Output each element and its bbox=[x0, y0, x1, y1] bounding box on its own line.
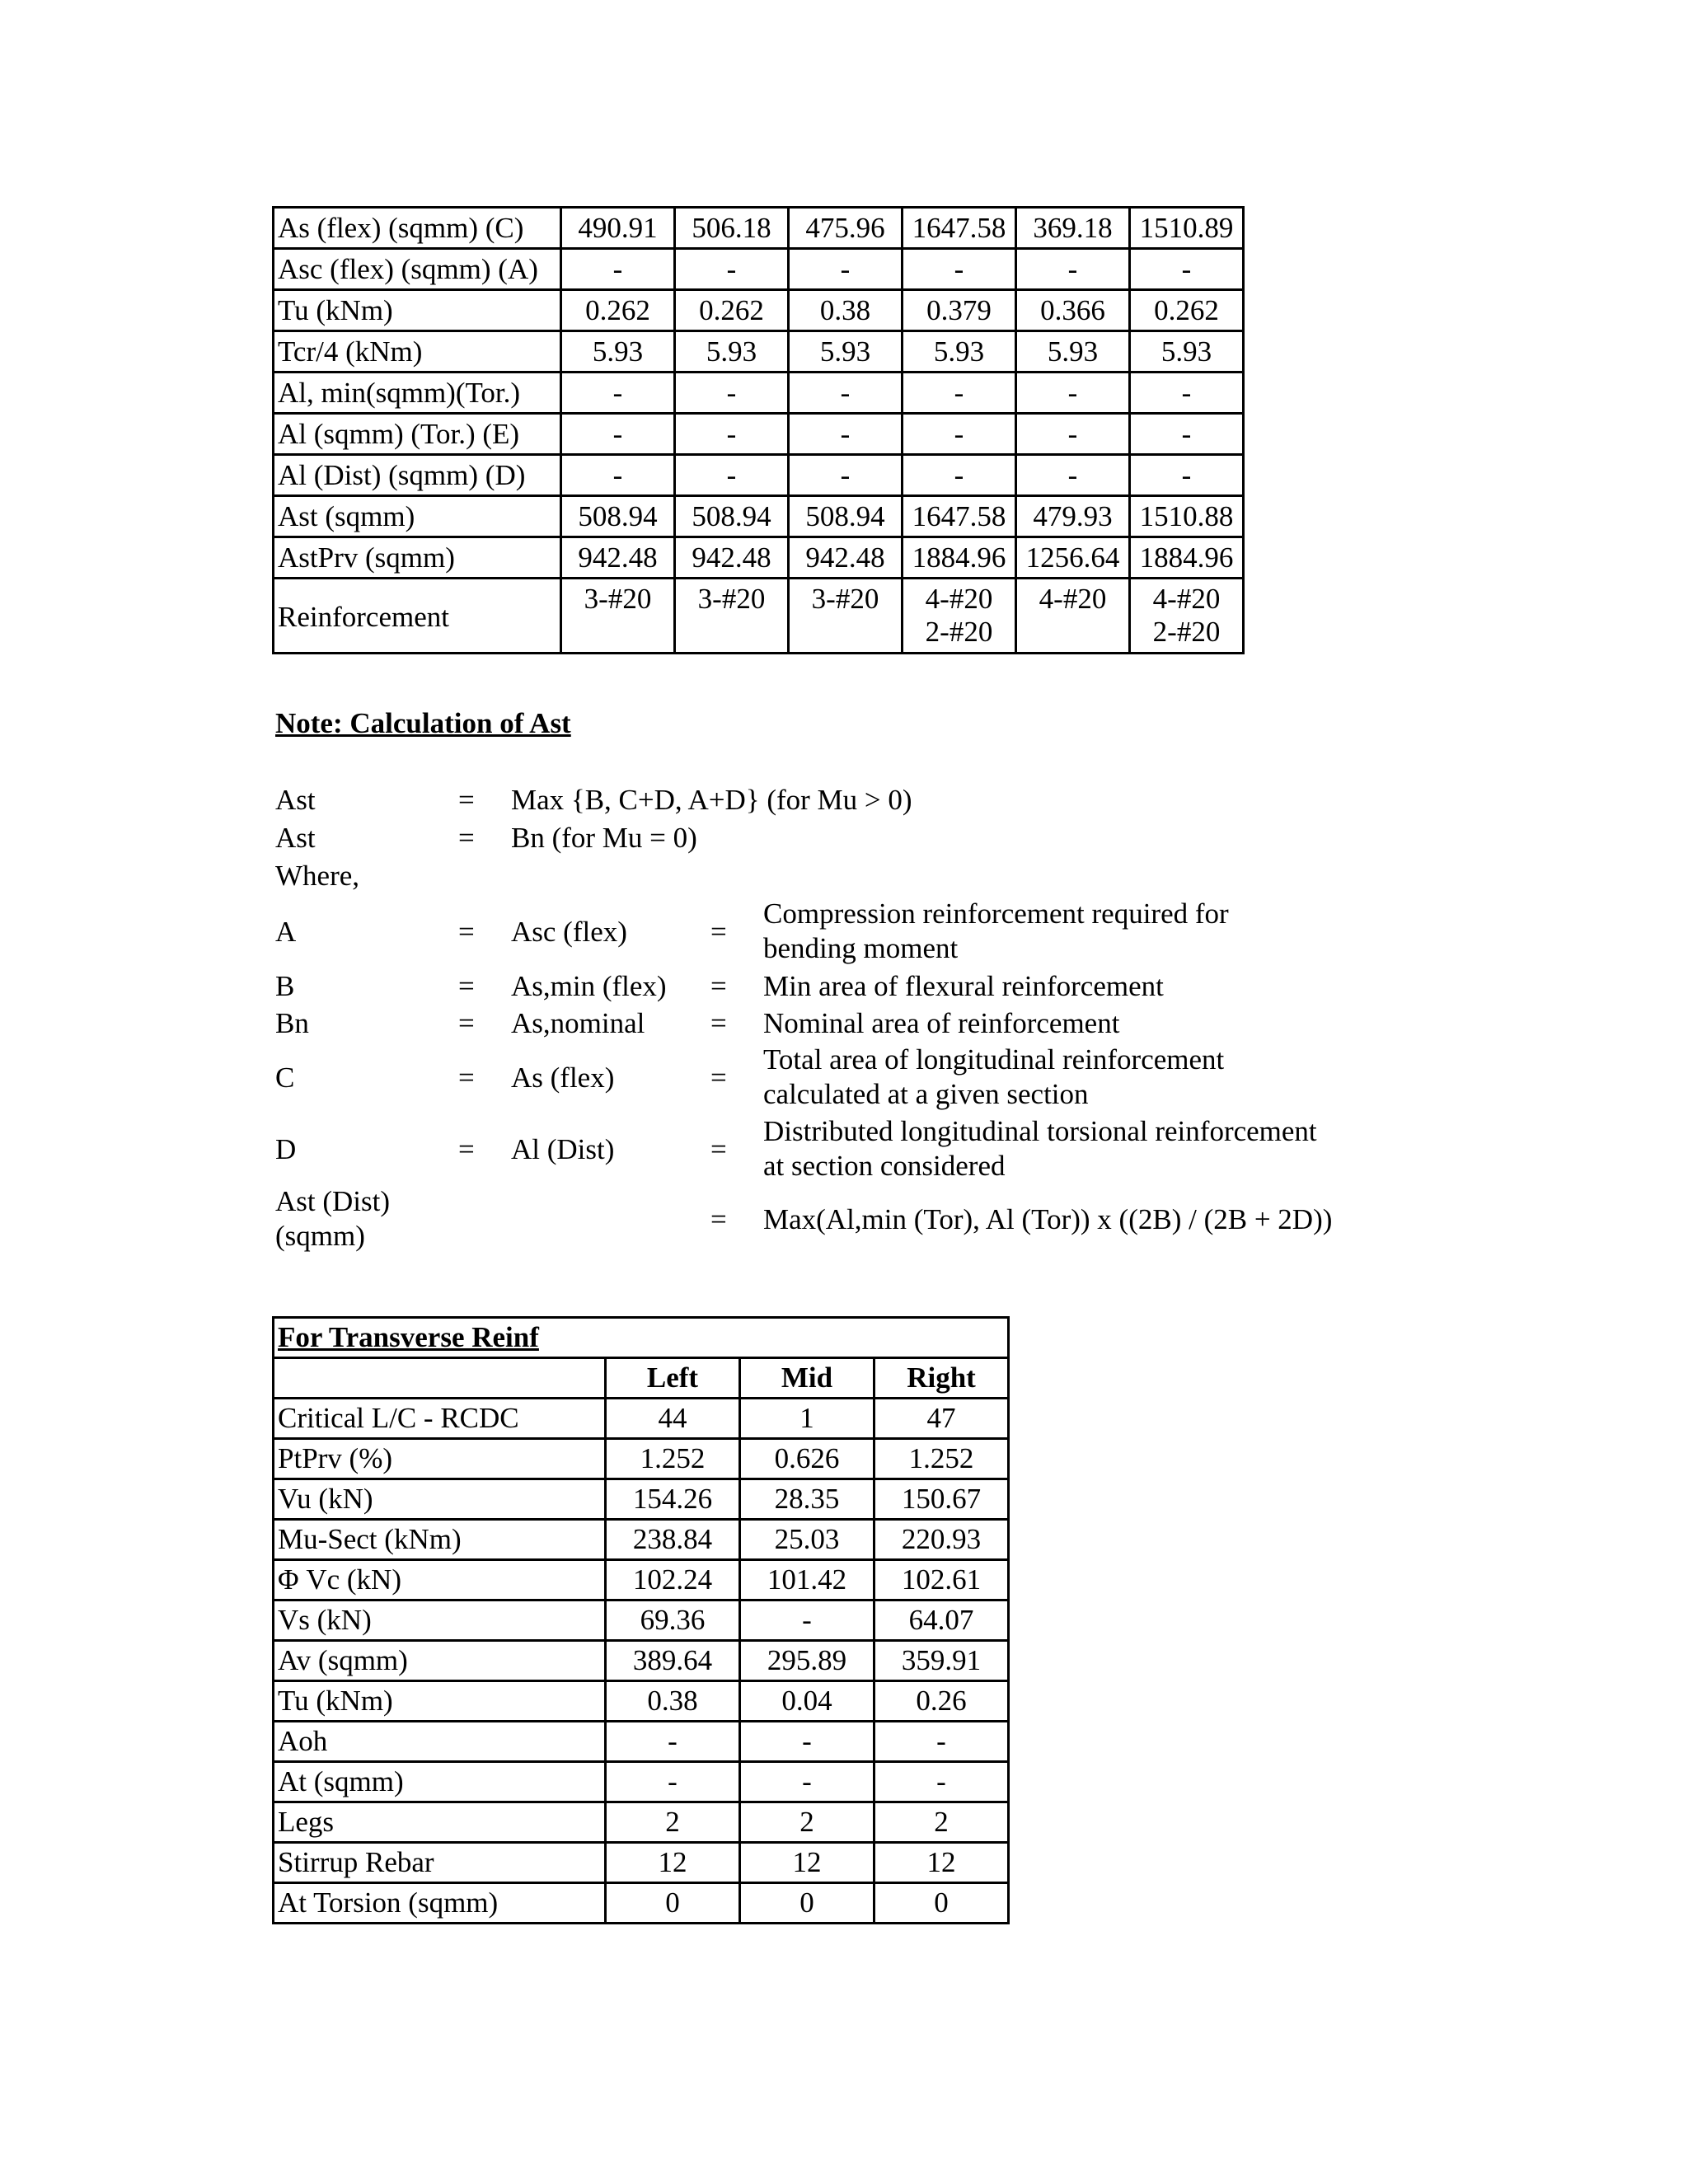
table-cell: 942.48 bbox=[789, 537, 903, 579]
table-cell: - bbox=[1130, 373, 1244, 414]
table-cell: 12 bbox=[606, 1843, 740, 1883]
table-cell: - bbox=[903, 414, 1016, 455]
reinforcement-cell bbox=[1016, 579, 1130, 654]
table-cell: 942.48 bbox=[675, 537, 789, 579]
table-cell: 5.93 bbox=[1130, 331, 1244, 373]
table-cell: - bbox=[561, 249, 675, 290]
table-cell: 150.67 bbox=[874, 1479, 1009, 1520]
table-cell: 0.379 bbox=[903, 290, 1016, 331]
row-label: Vu (kN) bbox=[274, 1479, 606, 1520]
table-cell: 64.07 bbox=[874, 1601, 1009, 1641]
rebar-spec: 3-#20 bbox=[697, 583, 766, 615]
table-cell: 508.94 bbox=[789, 496, 903, 537]
table-cell: 1884.96 bbox=[903, 537, 1016, 579]
def-desc-bn: Nominal area of reinforcement bbox=[763, 1007, 1120, 1039]
def-symbol-a: A bbox=[275, 916, 297, 948]
table-row bbox=[274, 1883, 1009, 1924]
row-label: Φ Vc (kN) bbox=[274, 1560, 606, 1601]
table-cell: - bbox=[606, 1722, 740, 1762]
reinforcement-cell bbox=[675, 579, 789, 654]
table-cell: 102.61 bbox=[874, 1560, 1009, 1601]
table-cell: 5.93 bbox=[789, 331, 903, 373]
def-term-a: Asc (flex) bbox=[511, 916, 627, 948]
def-desc-c-line1: Total area of longitudinal reinforcement bbox=[763, 1043, 1225, 1076]
table-cell: 0.262 bbox=[675, 290, 789, 331]
table-cell: 101.42 bbox=[740, 1560, 874, 1601]
table-row bbox=[274, 455, 1244, 496]
table-cell: 0.26 bbox=[874, 1681, 1009, 1722]
def-desc-a-line2: bending moment bbox=[763, 932, 959, 964]
table-row bbox=[274, 1762, 1009, 1802]
table-row bbox=[274, 208, 1244, 249]
row-label: Legs bbox=[274, 1802, 606, 1843]
rebar-spec: 2-#20 bbox=[1152, 616, 1221, 648]
row-label: Aoh bbox=[274, 1722, 606, 1762]
table-cell: - bbox=[561, 455, 675, 496]
def-desc-d-line2: at section considered bbox=[763, 1150, 1006, 1182]
table-cell: - bbox=[903, 373, 1016, 414]
table-cell: 1.252 bbox=[606, 1439, 740, 1479]
table-cell: - bbox=[675, 455, 789, 496]
def-desc-d-line1: Distributed longitudinal torsional reinforcement bbox=[763, 1115, 1317, 1147]
table-cell: 47 bbox=[874, 1399, 1009, 1439]
table-cell: - bbox=[1130, 455, 1244, 496]
table-cell: 1510.88 bbox=[1130, 496, 1244, 537]
row-label: Reinforcement bbox=[274, 579, 561, 654]
table-row bbox=[274, 1802, 1009, 1843]
table-row bbox=[274, 537, 1244, 579]
table-cell: - bbox=[675, 249, 789, 290]
rebar-spec: 3-#20 bbox=[584, 583, 652, 615]
table-cell: - bbox=[1130, 249, 1244, 290]
row-label: At Torsion (sqmm) bbox=[274, 1883, 606, 1924]
table-row bbox=[274, 496, 1244, 537]
table-cell: 1884.96 bbox=[1130, 537, 1244, 579]
table-cell: - bbox=[561, 373, 675, 414]
row-label: Al, min(sqmm)(Tor.) bbox=[274, 373, 561, 414]
flexural-table bbox=[272, 206, 1245, 654]
table-cell: 2 bbox=[740, 1802, 874, 1843]
row-label: As (flex) (sqmm) (C) bbox=[274, 208, 561, 249]
table-cell: 1510.89 bbox=[1130, 208, 1244, 249]
table-cell: 1647.58 bbox=[903, 496, 1016, 537]
table-cell: 508.94 bbox=[675, 496, 789, 537]
table-cell: 506.18 bbox=[675, 208, 789, 249]
table-cell: 0.626 bbox=[740, 1439, 874, 1479]
table-cell: 1647.58 bbox=[903, 208, 1016, 249]
table-cell: - bbox=[675, 373, 789, 414]
table-cell: 0.04 bbox=[740, 1681, 874, 1722]
table-row bbox=[274, 249, 1244, 290]
table-cell: - bbox=[789, 455, 903, 496]
table-cell: - bbox=[903, 249, 1016, 290]
ast-label: Ast bbox=[275, 784, 316, 816]
table-cell: 389.64 bbox=[606, 1641, 740, 1681]
table-cell: - bbox=[903, 455, 1016, 496]
table-cell: 508.94 bbox=[561, 496, 675, 537]
row-label: Vs (kN) bbox=[274, 1601, 606, 1641]
where-label: Where, bbox=[275, 860, 360, 892]
table-cell: 238.84 bbox=[606, 1520, 740, 1560]
table-cell: 69.36 bbox=[606, 1601, 740, 1641]
equals-sign: = bbox=[458, 1062, 475, 1094]
table-cell: 359.91 bbox=[874, 1641, 1009, 1681]
column-header: Mid bbox=[740, 1358, 874, 1399]
equals-sign: = bbox=[458, 1133, 475, 1165]
table-cell: 0.38 bbox=[789, 290, 903, 331]
def-term-bn: As,nominal bbox=[511, 1007, 645, 1039]
ast-dist-label-line2: (sqmm) bbox=[275, 1220, 365, 1252]
equals-sign: = bbox=[458, 1007, 475, 1039]
table-cell: 25.03 bbox=[740, 1520, 874, 1560]
table-cell: 0 bbox=[606, 1883, 740, 1924]
row-label: Asc (flex) (sqmm) (A) bbox=[274, 249, 561, 290]
table-row bbox=[274, 1843, 1009, 1883]
column-header: Right bbox=[874, 1358, 1009, 1399]
table-cell: 2 bbox=[606, 1802, 740, 1843]
table-row bbox=[274, 1641, 1009, 1681]
def-desc-b: Min area of flexural reinforcement bbox=[763, 970, 1164, 1002]
table-cell: - bbox=[740, 1601, 874, 1641]
table-cell: 942.48 bbox=[561, 537, 675, 579]
table-cell: 1 bbox=[740, 1399, 874, 1439]
rebar-spec: 2-#20 bbox=[925, 616, 993, 648]
row-label: PtPrv (%) bbox=[274, 1439, 606, 1479]
table-cell: 28.35 bbox=[740, 1479, 874, 1520]
table-cell: - bbox=[1016, 414, 1130, 455]
table-cell: 0.262 bbox=[1130, 290, 1244, 331]
table-cell: 1256.64 bbox=[1016, 537, 1130, 579]
table-cell: 102.24 bbox=[606, 1560, 740, 1601]
table-cell: - bbox=[874, 1762, 1009, 1802]
reinforcement-cell bbox=[903, 579, 1016, 654]
equals-sign: = bbox=[458, 970, 475, 1002]
table-cell: 2 bbox=[874, 1802, 1009, 1843]
def-symbol-c: C bbox=[275, 1062, 295, 1094]
table-cell: 5.93 bbox=[675, 331, 789, 373]
table-cell: 5.93 bbox=[1016, 331, 1130, 373]
equals-sign: = bbox=[710, 916, 727, 948]
table-cell: 475.96 bbox=[789, 208, 903, 249]
table-row bbox=[274, 1479, 1009, 1520]
table-cell: 0.366 bbox=[1016, 290, 1130, 331]
table-row bbox=[274, 1439, 1009, 1479]
row-label: Al (Dist) (sqmm) (D) bbox=[274, 455, 561, 496]
def-desc-c-line2: calculated at a given section bbox=[763, 1078, 1089, 1110]
equals-sign: = bbox=[710, 1203, 727, 1235]
table-cell: - bbox=[789, 414, 903, 455]
row-label: Stirrup Rebar bbox=[274, 1843, 606, 1883]
ast-formula-mu-zero: Bn (for Mu = 0) bbox=[511, 822, 697, 854]
equals-sign: = bbox=[710, 1007, 727, 1039]
table-row bbox=[274, 1722, 1009, 1762]
reinforcement-cell bbox=[789, 579, 903, 654]
table-cell: 154.26 bbox=[606, 1479, 740, 1520]
table-cell: - bbox=[1016, 249, 1130, 290]
table-row bbox=[274, 331, 1244, 373]
def-symbol-b: B bbox=[275, 970, 295, 1002]
table-cell: - bbox=[1016, 373, 1130, 414]
table-cell: 12 bbox=[874, 1843, 1009, 1883]
row-label: Critical L/C - RCDC bbox=[274, 1399, 606, 1439]
row-label: Tcr/4 (kNm) bbox=[274, 331, 561, 373]
table-row bbox=[274, 1601, 1009, 1641]
rebar-spec: 4-#20 bbox=[925, 583, 993, 615]
table-cell: 1.252 bbox=[874, 1439, 1009, 1479]
table-cell: - bbox=[1016, 455, 1130, 496]
table-cell: - bbox=[675, 414, 789, 455]
def-term-c: As (flex) bbox=[511, 1062, 615, 1094]
title-row bbox=[274, 1318, 1009, 1358]
row-label: Al (sqmm) (Tor.) (E) bbox=[274, 414, 561, 455]
rebar-spec: 4-#20 bbox=[1039, 583, 1107, 615]
table-cell: 0.38 bbox=[606, 1681, 740, 1722]
def-term-b: As,min (flex) bbox=[511, 970, 667, 1002]
equals-sign: = bbox=[710, 1133, 727, 1165]
table-cell: - bbox=[874, 1722, 1009, 1762]
table-cell: 0.262 bbox=[561, 290, 675, 331]
table-row bbox=[274, 1520, 1009, 1560]
table-cell: 44 bbox=[606, 1399, 740, 1439]
table-row bbox=[274, 290, 1244, 331]
header-row bbox=[274, 1358, 1009, 1399]
row-label: AstPrv (sqmm) bbox=[274, 537, 561, 579]
def-desc-a-line1: Compression reinforcement required for bbox=[763, 898, 1229, 930]
table-row bbox=[274, 373, 1244, 414]
table-cell: 5.93 bbox=[561, 331, 675, 373]
table-cell: 0 bbox=[874, 1883, 1009, 1924]
def-symbol-bn: Bn bbox=[275, 1007, 309, 1039]
ast-dist-formula: Max(Al,min (Tor), Al (Tor)) x ((2B) / (2B + 2D)) bbox=[763, 1203, 1333, 1235]
transverse-table bbox=[272, 1316, 1010, 1924]
ast-formula-mu-positive: Max {B, C+D, A+D} (for Mu > 0) bbox=[511, 784, 912, 816]
equals-sign: = bbox=[458, 822, 475, 854]
note-title: Note: Calculation of Ast bbox=[275, 707, 571, 739]
reinforcement-cell bbox=[1130, 579, 1244, 654]
table-cell: - bbox=[740, 1722, 874, 1762]
table-cell: - bbox=[561, 414, 675, 455]
table-cell: - bbox=[789, 373, 903, 414]
def-term-d: Al (Dist) bbox=[511, 1133, 615, 1165]
table-cell: 479.93 bbox=[1016, 496, 1130, 537]
column-header: Left bbox=[606, 1358, 740, 1399]
reinforcement-cell bbox=[561, 579, 675, 654]
table-row bbox=[274, 1560, 1009, 1601]
table-cell: - bbox=[740, 1762, 874, 1802]
equals-sign: = bbox=[710, 970, 727, 1002]
row-label: Mu-Sect (kNm) bbox=[274, 1520, 606, 1560]
table-cell: 220.93 bbox=[874, 1520, 1009, 1560]
rebar-spec: 3-#20 bbox=[811, 583, 879, 615]
row-label: Tu (kNm) bbox=[274, 1681, 606, 1722]
ast-label: Ast bbox=[275, 822, 316, 854]
table-cell: 12 bbox=[740, 1843, 874, 1883]
table-cell: 369.18 bbox=[1016, 208, 1130, 249]
table-row bbox=[274, 1681, 1009, 1722]
row-label: Tu (kNm) bbox=[274, 290, 561, 331]
row-label: At (sqmm) bbox=[274, 1762, 606, 1802]
ast-dist-label-line1: Ast (Dist) bbox=[275, 1185, 391, 1217]
table-cell: 5.93 bbox=[903, 331, 1016, 373]
reinforcement-row bbox=[274, 579, 1244, 654]
equals-sign: = bbox=[458, 784, 475, 816]
table-row bbox=[274, 1399, 1009, 1439]
row-label: Av (sqmm) bbox=[274, 1641, 606, 1681]
table-row bbox=[274, 414, 1244, 455]
def-symbol-d: D bbox=[275, 1133, 297, 1165]
empty-header-cell bbox=[274, 1358, 606, 1399]
table-cell: 0 bbox=[740, 1883, 874, 1924]
table-cell: - bbox=[606, 1762, 740, 1802]
table-cell: - bbox=[789, 249, 903, 290]
table-cell: - bbox=[1130, 414, 1244, 455]
table-cell: 490.91 bbox=[561, 208, 675, 249]
table-cell: 295.89 bbox=[740, 1641, 874, 1681]
equals-sign: = bbox=[710, 1062, 727, 1094]
row-label: Ast (sqmm) bbox=[274, 496, 561, 537]
table-title: For Transverse Reinf bbox=[274, 1318, 1009, 1358]
rebar-spec: 4-#20 bbox=[1152, 583, 1221, 615]
equals-sign: = bbox=[458, 916, 475, 948]
